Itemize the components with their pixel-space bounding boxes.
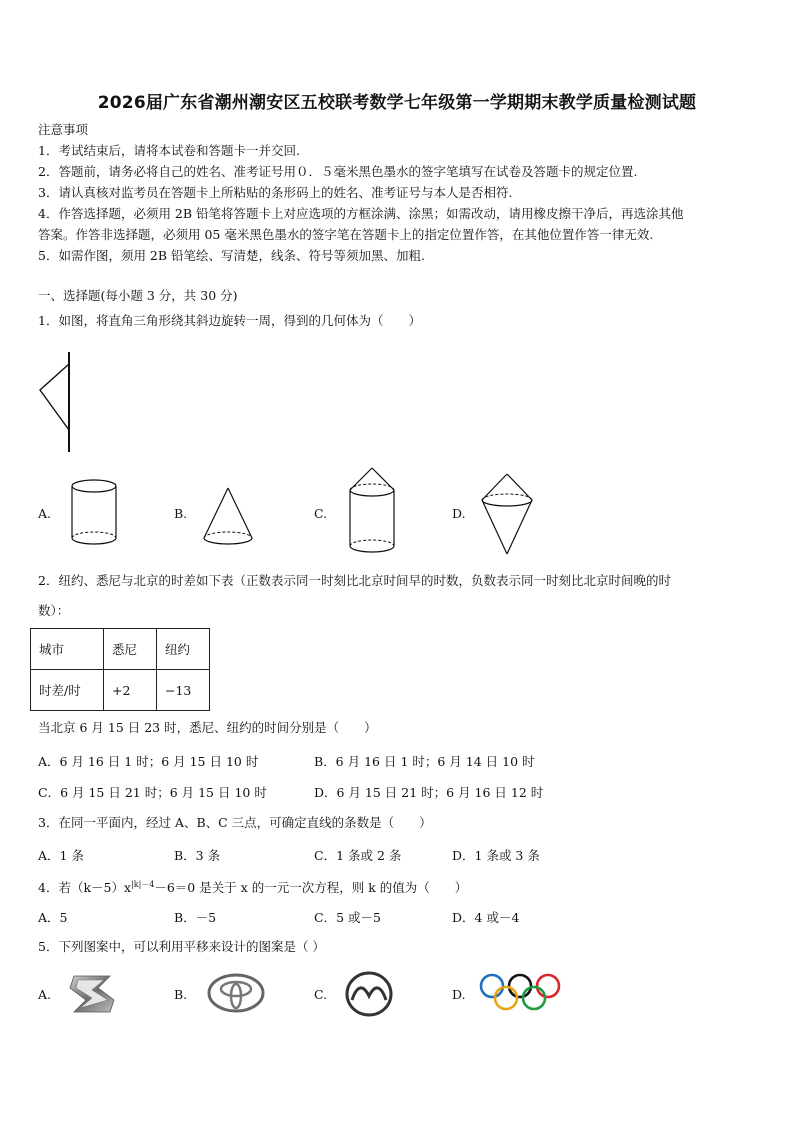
right-triangle-figure (36, 350, 76, 454)
table-cell: +2 (104, 670, 157, 711)
q2-option-c[interactable]: C．6 月 15 日 21 时；6 月 15 日 10 时 (38, 785, 267, 800)
notice-item: 答案。作答非选择题，必须用 05 毫米黑色墨水的签字笔在答题卡上的指定位置作答，在其他位置作答一律无效. (38, 227, 654, 242)
olympic-ring (495, 987, 517, 1009)
q3-option-b[interactable]: B．3 条 (174, 848, 221, 863)
table-cell: 悉尼 (104, 629, 157, 670)
toyota-logo-icon[interactable] (206, 972, 266, 1014)
q2-option-b[interactable]: B．6 月 16 日 1 时；6 月 14 日 10 时 (314, 754, 535, 769)
suzuki-logo-icon[interactable] (64, 970, 120, 1018)
question-5-stem: 5．下列图案中，可以利用平移来设计的图案是（ ） (38, 939, 325, 954)
q3-option-a[interactable]: A．1 条 (38, 848, 84, 863)
notice-heading: 注意事项 (38, 122, 89, 137)
q4-option-c[interactable]: C．5 或－5 (314, 910, 381, 925)
q4-option-b[interactable]: B．－5 (174, 910, 217, 925)
olympic-rings-icon[interactable] (478, 972, 562, 1014)
q3-option-d[interactable]: D．1 条或 3 条 (452, 848, 540, 863)
question-1-stem: 1．如图，将直角三角形绕其斜边旋转一周，得到的几何体为（ ） (38, 313, 421, 328)
question-4-stem (38, 877, 467, 896)
cone-icon[interactable] (200, 486, 256, 548)
q4-stem-post: －6＝0 是关于 x 的一元一次方程，则 k 的值为（ ） (154, 880, 468, 896)
table-row (31, 629, 210, 670)
notice-item: 3．请认真核对监考员在答题卡上所粘贴的条形码上的姓名、准考证号与本人是否相符. (38, 185, 513, 200)
notice-item: 4．作答选择题，必须用 2B 铅笔将答题卡上对应选项的方框涂满、涂黑；如需改动，请用橡皮擦干净后，再选涂其他 (38, 206, 684, 221)
q1-option-c-label: C. (314, 506, 328, 521)
question-3-stem: 3．在同一平面内，经过 A、B、C 三点，可确定直线的条数是（ ） (38, 815, 432, 830)
double-cone-icon[interactable] (478, 472, 536, 556)
table-cell: 时差/时 (31, 670, 104, 711)
q5-option-d-label: D. (452, 987, 466, 1002)
q1-option-d-label: D. (452, 506, 466, 521)
mazda-logo-icon[interactable] (344, 970, 394, 1018)
olympic-ring (481, 975, 503, 997)
section-heading: 一、选择题(每小题 3 分，共 30 分) (38, 288, 238, 303)
q5-option-a-label: A. (38, 987, 52, 1002)
q1-option-a-label: A. (38, 506, 52, 521)
notice-item: 1．考试结束后，请将本试卷和答题卡一并交回. (38, 143, 300, 158)
q4-option-d[interactable]: D．4 或－4 (452, 910, 520, 925)
q4-option-a[interactable]: A．5 (38, 910, 68, 925)
question-2-question: 当北京 6 月 15 日 23 时，悉尼、纽约的时间分别是（ ） (38, 720, 377, 735)
table-cell: −13 (157, 670, 210, 711)
table-cell: 城市 (31, 629, 104, 670)
olympic-ring (537, 975, 559, 997)
page-title: 2026届广东省潮州潮安区五校联考数学七年级第一学期期末教学质量检测试题 (97, 93, 697, 113)
q2-option-d[interactable]: D．6 月 15 日 21 时；6 月 16 日 12 时 (314, 785, 544, 800)
question-2-stem: 2．纽约、悉尼与北京的时差如下表（正数表示同一时刻比北京时间早的时数，负数表示同一时刻比北京时间晚的时 (38, 573, 671, 588)
cylinder-with-cone-top-icon[interactable] (344, 466, 400, 556)
q1-option-b-label: B. (174, 506, 188, 521)
time-difference-table (30, 628, 210, 711)
q2-option-a[interactable]: A．6 月 16 日 1 时；6 月 15 日 10 时 (38, 754, 259, 769)
notice-item: 5．如需作图，须用 2B 铅笔绘、写清楚，线条、符号等须加黑、加粗. (38, 248, 426, 263)
table-row (31, 670, 210, 711)
olympic-ring (523, 987, 545, 1009)
cylinder-icon[interactable] (66, 478, 122, 548)
q5-option-c-label: C. (314, 987, 328, 1002)
q4-stem-pre: 4．若（k－5）x (38, 880, 132, 896)
olympic-ring (509, 975, 531, 997)
table-cell: 纽约 (157, 629, 210, 670)
notice-item: 2．答题前，请务必将自己的姓名、准考证号用０．５毫米黑色墨水的签字笔填写在试卷及答题卡的规定位置. (38, 164, 638, 179)
q3-option-c[interactable]: C．1 条或 2 条 (314, 848, 402, 863)
question-2-stem-cont: 数）： (38, 603, 70, 618)
q5-option-b-label: B. (174, 987, 188, 1002)
q4-exponent: |k|－4 (131, 880, 155, 889)
